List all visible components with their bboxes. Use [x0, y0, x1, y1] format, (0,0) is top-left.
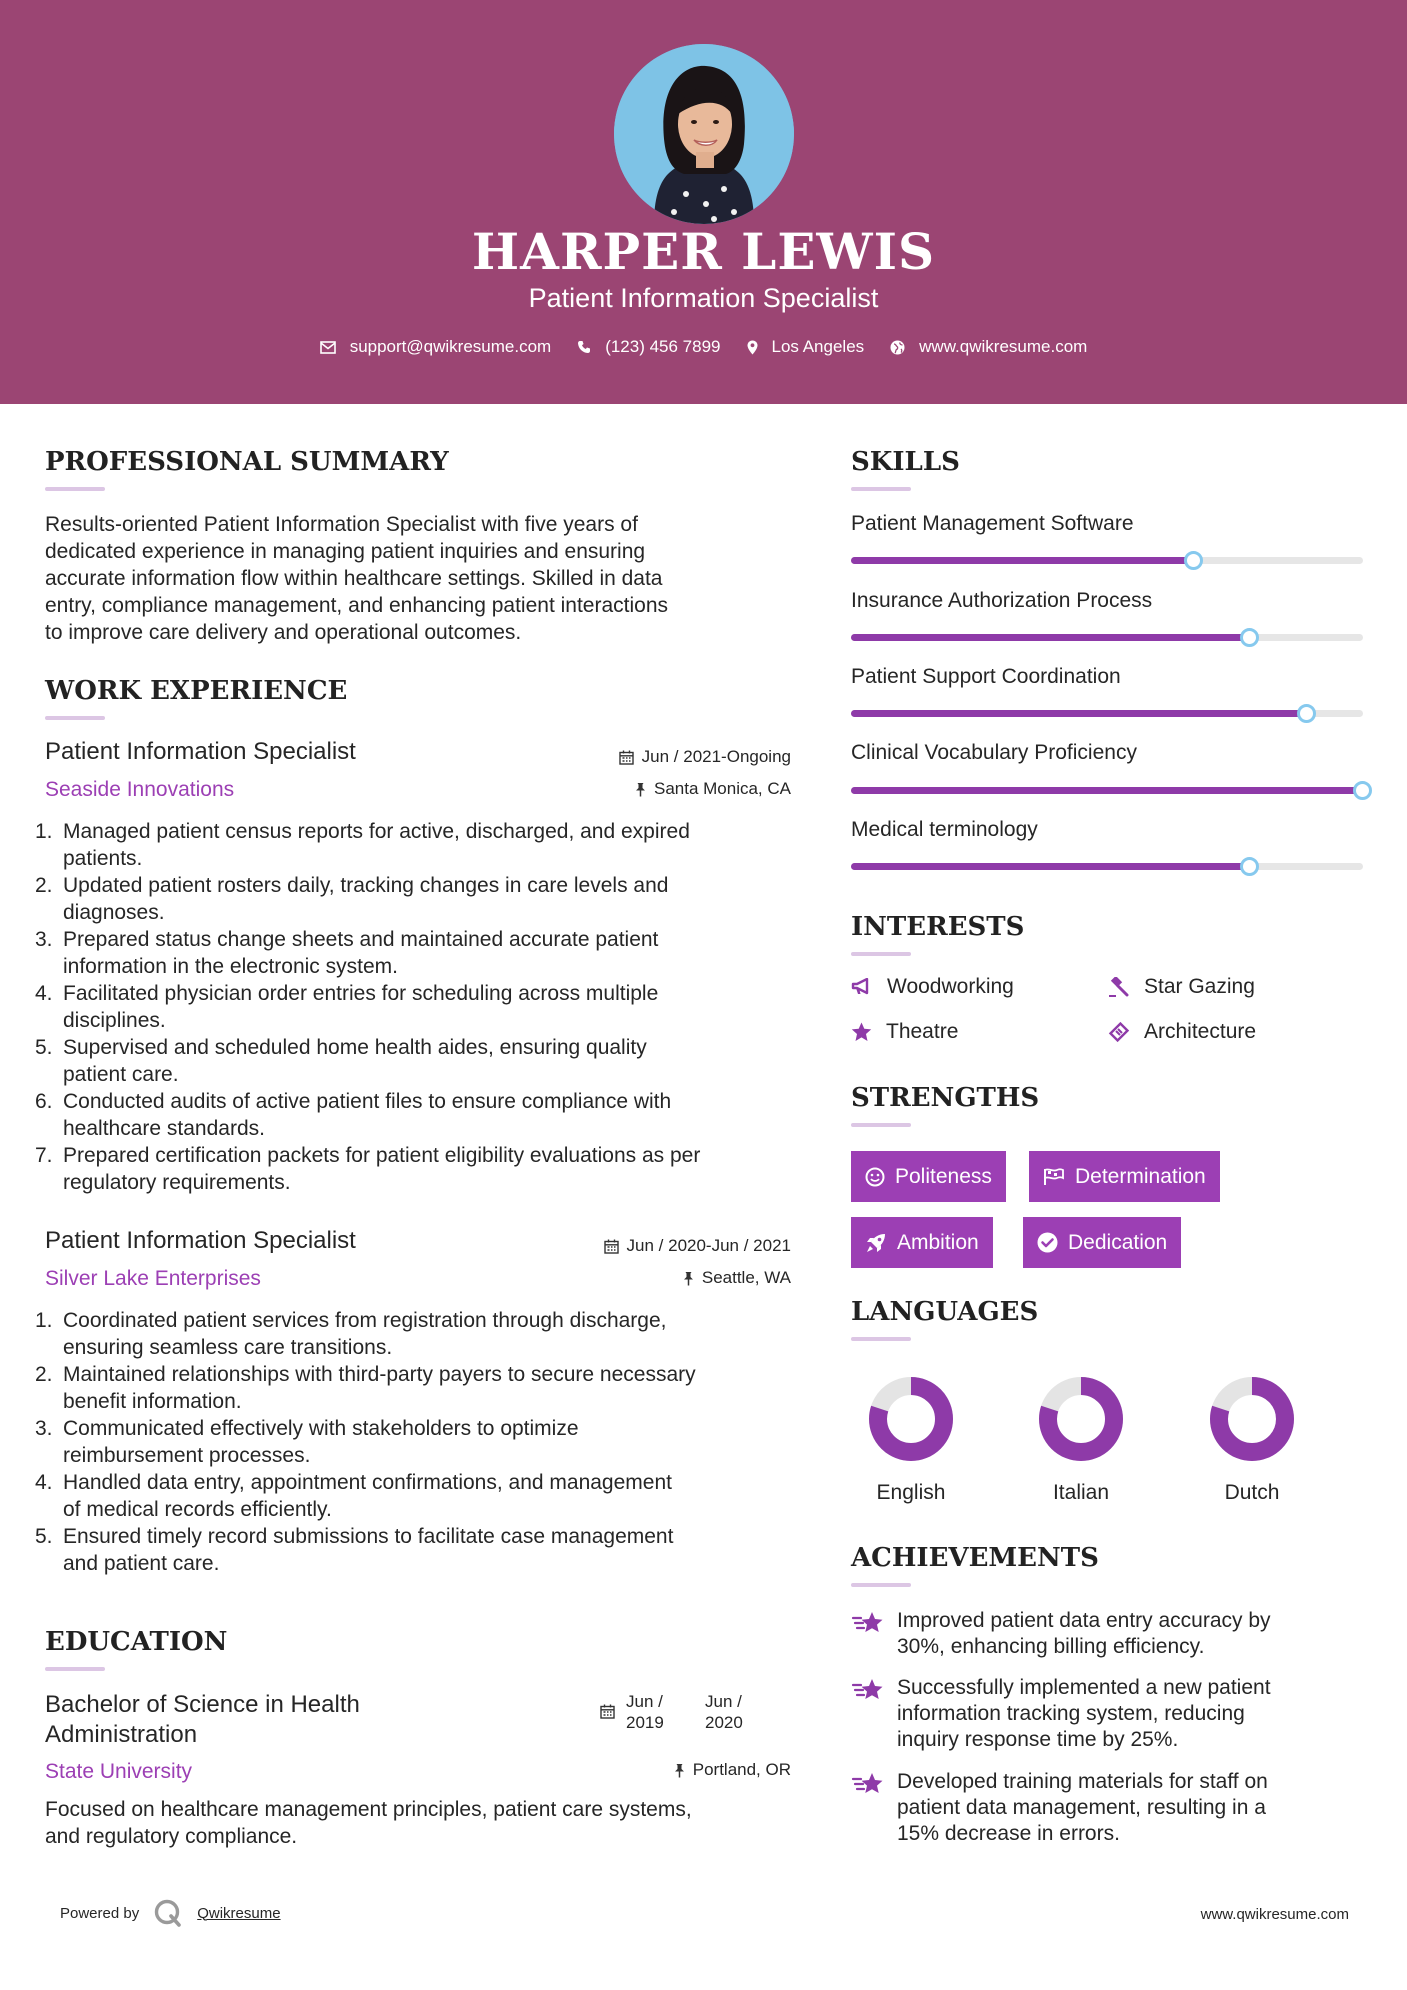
achievement-line: Improved patient data entry accuracy by	[897, 1609, 1271, 1632]
profile-photo	[614, 44, 794, 224]
duty-number: 4.	[35, 982, 53, 1005]
interest-item	[851, 975, 1014, 999]
duty-number: 2.	[35, 874, 53, 897]
powered-by	[60, 1898, 281, 1928]
language-ring	[1209, 1376, 1295, 1462]
duty-item	[35, 1415, 795, 1469]
resume-header	[0, 0, 1407, 404]
summary-line: accurate information flow within healthcare settings. Skilled in data	[45, 567, 663, 590]
skill-bar-fill	[851, 787, 1363, 794]
duty-number: 7.	[35, 1144, 53, 1167]
bullhorn-icon	[851, 978, 873, 996]
duty-line: of medical records efficiently.	[63, 1498, 332, 1521]
calendar-icon	[619, 750, 634, 765]
pushpin-icon	[635, 782, 646, 797]
education-location-text: Portland, OR	[692, 1760, 791, 1779]
qwikresume-logo-icon	[153, 1898, 183, 1928]
rocket-icon	[865, 1232, 887, 1254]
skill-label: Insurance Authorization Process	[851, 589, 1153, 612]
duty-line: ensuring seamless care transitions.	[63, 1336, 393, 1359]
languages-heading: LANGUAGES	[851, 1297, 1039, 1327]
interest-label: Woodworking	[887, 975, 1014, 998]
job-date-text: Jun / 2020-Jun / 2021	[626, 1236, 791, 1255]
duty-item	[35, 1469, 795, 1523]
language-label: Dutch	[1224, 1481, 1280, 1504]
skill-bar-fill	[851, 634, 1250, 641]
duty-item	[35, 1142, 795, 1196]
skill-bar-knob	[1353, 781, 1372, 800]
duty-line: healthcare standards.	[63, 1117, 265, 1140]
shooting-star-icon	[851, 1677, 887, 1703]
star-icon	[851, 1022, 872, 1042]
summary-line: Results-oriented Patient Information Specialist with five years of	[45, 513, 638, 536]
job-title: Patient Information Specialist	[45, 1227, 356, 1254]
job-date	[604, 1236, 791, 1256]
qwikresume-link[interactable]: Qwikresume	[197, 1904, 281, 1922]
achievement-line: patient data management, resulting in a	[897, 1796, 1266, 1819]
phone-icon	[577, 340, 591, 354]
duty-line: information in the electronic system.	[63, 955, 398, 978]
duty-item	[35, 1523, 795, 1577]
duty-line: reimbursement processes.	[63, 1444, 311, 1467]
contact-location	[747, 337, 865, 357]
job-duties-list	[35, 818, 795, 1196]
skill-bar-fill	[851, 863, 1250, 870]
summary-line: to improve care delivery and operational outcomes.	[45, 621, 522, 644]
strengths-heading-rule	[851, 1123, 911, 1127]
skill-label: Patient Support Coordination	[851, 665, 1121, 688]
skill-label: Medical terminology	[851, 818, 1038, 841]
education-degree	[45, 1690, 465, 1750]
skill-bar	[851, 863, 1363, 870]
interests-heading: INTERESTS	[851, 912, 1025, 942]
smile-icon	[865, 1167, 885, 1187]
pushpin-icon	[683, 1271, 694, 1286]
skill-label: Patient Management Software	[851, 512, 1134, 535]
pushpin-icon	[674, 1763, 685, 1778]
language-ring	[1038, 1376, 1124, 1462]
achievement-line: 30%, enhancing billing efficiency.	[897, 1635, 1205, 1658]
job-date-text: Jun / 2021-Ongoing	[641, 747, 791, 766]
contact-email-text: support@qwikresume.com	[349, 337, 552, 356]
skill-bar-knob	[1240, 857, 1259, 876]
skill-bar	[851, 710, 1363, 717]
experience-heading: WORK EXPERIENCE	[45, 676, 348, 706]
language-ring	[868, 1376, 954, 1462]
interest-item	[851, 1020, 958, 1044]
summary-heading-rule	[45, 487, 105, 491]
gavel-icon	[1108, 977, 1130, 997]
education-end-date	[705, 1691, 743, 1733]
duty-number: 5.	[35, 1525, 53, 1548]
duty-number: 1.	[35, 820, 53, 843]
achievements-heading-rule	[851, 1583, 911, 1587]
job-company[interactable]: Seaside Innovations	[45, 778, 235, 801]
duty-line: diagnoses.	[63, 901, 165, 924]
education-end-line: 2020	[705, 1713, 743, 1732]
strengths-heading: STRENGTHS	[851, 1083, 1040, 1113]
contact-phone[interactable]	[577, 337, 720, 357]
skill-bar	[851, 634, 1363, 641]
job-duties-list	[35, 1307, 795, 1577]
job-date	[619, 747, 791, 767]
job-company[interactable]: Silver Lake Enterprises	[45, 1267, 261, 1290]
summary-line: entry, compliance management, and enhancing patient interactions	[45, 594, 668, 617]
duty-line: Supervised and scheduled home health aides, ensuring quality	[63, 1036, 647, 1059]
candidate-name: HARPER LEWIS	[471, 222, 936, 281]
strength-badge	[851, 1217, 993, 1268]
duty-item	[35, 818, 795, 872]
education-description	[45, 1796, 785, 1850]
job-location-text: Seattle, WA	[701, 1268, 791, 1287]
languages-heading-rule	[851, 1337, 911, 1341]
education-description-line: and regulatory compliance.	[45, 1825, 298, 1848]
duty-line: Handled data entry, appointment confirmations, and management	[63, 1471, 672, 1494]
duty-item	[35, 1361, 795, 1415]
job-location	[683, 1268, 791, 1288]
contact-phone-text: (123) 456 7899	[605, 337, 721, 356]
duty-item	[35, 1088, 795, 1142]
education-start-date	[626, 1691, 664, 1733]
strength-label: Determination	[1075, 1164, 1206, 1188]
duty-line: regulatory requirements.	[63, 1171, 291, 1194]
duty-number: 6.	[35, 1090, 53, 1113]
skill-bar	[851, 557, 1363, 564]
duty-item	[35, 980, 795, 1034]
interest-item	[1108, 975, 1255, 999]
achievement-item	[851, 1675, 1351, 1753]
duty-number: 3.	[35, 928, 53, 951]
achievement-line: Successfully implemented a new patient	[897, 1676, 1271, 1699]
duty-line: Maintained relationships with third-party payers to secure necessary	[63, 1363, 696, 1386]
summary-line: dedicated experience in managing patient inquiries and ensuring	[45, 540, 646, 563]
skill-bar-fill	[851, 557, 1194, 564]
education-degree-line: Administration	[45, 1721, 198, 1748]
education-school[interactable]: State University	[45, 1760, 193, 1783]
duty-line: benefit information.	[63, 1390, 242, 1413]
duty-item	[35, 926, 795, 980]
job-title: Patient Information Specialist	[45, 738, 356, 765]
experience-heading-rule	[45, 716, 105, 720]
duty-line: Managed patient census reports for active, discharged, and expired	[63, 820, 690, 843]
education-heading: EDUCATION	[45, 1627, 228, 1657]
strength-badge	[1029, 1151, 1220, 1202]
strength-badge	[851, 1151, 1006, 1202]
education-start-line: Jun /	[626, 1692, 663, 1711]
education-start-line: 2019	[626, 1713, 664, 1732]
skill-bar-knob	[1240, 628, 1259, 647]
interest-label: Architecture	[1144, 1020, 1257, 1043]
skill-bar-knob	[1297, 704, 1316, 723]
duty-number: 3.	[35, 1417, 53, 1440]
strength-label: Dedication	[1068, 1230, 1168, 1254]
contact-bar	[0, 337, 1407, 357]
contact-email[interactable]	[320, 337, 552, 357]
flag-icon	[1043, 1168, 1065, 1186]
duty-line: patient care.	[63, 1063, 179, 1086]
achievement-line: Developed training materials for staff on	[897, 1770, 1268, 1793]
globe-icon	[890, 340, 905, 355]
achievements-heading: ACHIEVEMENTS	[851, 1543, 1099, 1573]
envelope-icon	[320, 341, 336, 354]
duty-line: Coordinated patient services from registration through discharge,	[63, 1309, 667, 1332]
skill-bar-knob	[1184, 551, 1203, 570]
interest-label: Star Gazing	[1144, 975, 1255, 998]
duty-line: Communicated effectively with stakeholders to optimize	[63, 1417, 579, 1440]
duty-line: disciplines.	[63, 1009, 166, 1032]
achievement-item	[851, 1608, 1351, 1660]
job-location	[635, 779, 791, 799]
duty-line: Updated patient rosters daily, tracking changes in care levels and	[63, 874, 669, 897]
duty-item	[35, 1034, 795, 1088]
interest-item	[1108, 1020, 1256, 1044]
strength-badge	[1023, 1217, 1181, 1268]
skills-heading: SKILLS	[851, 447, 960, 477]
shooting-star-icon	[851, 1771, 887, 1797]
summary-heading: PROFESSIONAL SUMMARY	[45, 447, 449, 477]
summary-text	[45, 511, 785, 646]
skill-bar	[851, 787, 1363, 794]
education-heading-rule	[45, 1667, 105, 1671]
profile-photo-illustration	[614, 44, 794, 224]
duty-line: Facilitated physician order entries for scheduling across multiple	[63, 982, 659, 1005]
duty-line: Ensured timely record submissions to facilitate case management	[63, 1525, 674, 1548]
interests-heading-rule	[851, 952, 911, 956]
strength-label: Ambition	[897, 1230, 979, 1254]
language-label: Italian	[1052, 1481, 1110, 1504]
duty-line: Prepared certification packets for patient eligibility evaluations as per	[63, 1144, 701, 1167]
skill-label: Clinical Vocabulary Proficiency	[851, 741, 1137, 764]
education-end-line: Jun /	[705, 1692, 742, 1711]
ticket-icon	[1108, 1021, 1130, 1043]
achievement-item	[851, 1769, 1351, 1847]
candidate-title: Patient Information Specialist	[528, 283, 879, 313]
achievement-line: information tracking system, reducing	[897, 1702, 1245, 1725]
contact-website[interactable]	[890, 337, 1087, 357]
education-location	[674, 1760, 791, 1780]
interest-label: Theatre	[886, 1020, 959, 1043]
education-description-line: Focused on healthcare management principles, patient care systems,	[45, 1798, 692, 1821]
check-circle-icon	[1037, 1232, 1058, 1253]
skill-bar-fill	[851, 710, 1307, 717]
duty-item	[35, 872, 795, 926]
duty-line: Prepared status change sheets and maintained accurate patient	[63, 928, 659, 951]
achievement-line: 15% decrease in errors.	[897, 1822, 1120, 1845]
duty-number: 1.	[35, 1309, 53, 1332]
skills-heading-rule	[851, 487, 911, 491]
duty-number: 5.	[35, 1036, 53, 1059]
duty-item	[35, 1307, 795, 1361]
calendar-icon	[600, 1704, 615, 1719]
strength-label: Politeness	[895, 1164, 992, 1188]
duty-line: and patient care.	[63, 1552, 220, 1575]
footer-website[interactable]: www.qwikresume.com	[1200, 1906, 1349, 1923]
contact-location-text: Los Angeles	[771, 337, 865, 356]
job-location-text: Santa Monica, CA	[653, 779, 791, 798]
language-label: English	[876, 1481, 946, 1504]
duty-number: 4.	[35, 1471, 53, 1494]
duty-number: 2.	[35, 1363, 53, 1386]
education-degree-line: Bachelor of Science in Health	[45, 1691, 360, 1718]
powered-by-label: Powered by	[60, 1904, 140, 1922]
duty-line: patients.	[63, 847, 143, 870]
map-pin-icon	[747, 340, 758, 355]
shooting-star-icon	[851, 1610, 887, 1636]
achievement-line: inquiry response time by 25%.	[897, 1728, 1179, 1751]
calendar-icon	[604, 1239, 619, 1254]
duty-line: Conducted audits of active patient files to ensure compliance with	[63, 1090, 672, 1113]
contact-website-text: www.qwikresume.com	[919, 337, 1088, 356]
